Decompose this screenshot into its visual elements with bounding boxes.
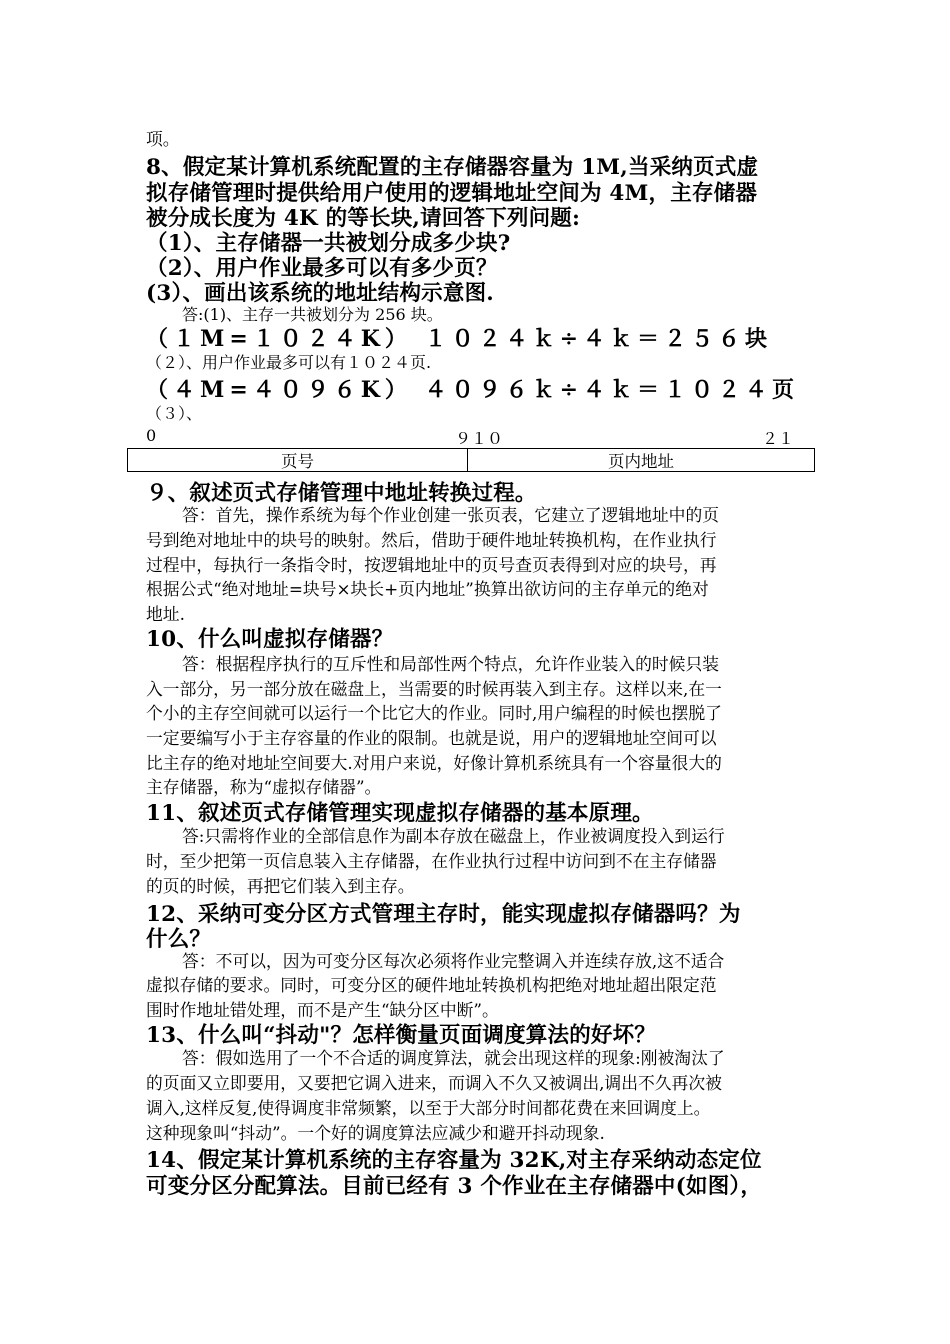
answer-13-line-4: 这种现象叫“抖动”。一个好的调度算法应减少和避开抖动现象. — [146, 1123, 605, 1143]
question-8-sub-2: （2）、用户作业最多可以有多少页？ — [146, 256, 498, 281]
page-offset-field: 页内地址 — [608, 452, 674, 471]
answer-9-line-3: 过程中，每执行一条指令时，按逻辑地址中的页号查页表得到对应的块号，再 — [146, 555, 717, 575]
calculation-blocks: （１M=１０２４K） １０２４ｋ÷４ｋ＝２５６块 — [146, 326, 773, 352]
question-14-line-2: 可变分区分配算法。目前已经有 3 个作业在主存储器中(如图）， — [146, 1174, 763, 1199]
question-14-line-1: 14、假定某计算机系统的主存容量为 32K,对主存采纳动态定位 — [146, 1148, 762, 1173]
answer-8-line-1: 答:(1)、主存一共被划分为 256 块。 — [182, 305, 443, 324]
answer-13-line-3: 调入,这样反复,使得调度非常频繁，以至于大部分时间都花费在来回调度上。 — [146, 1098, 711, 1118]
answer-12-line-3: 围时作地址错处理，而不是产生“缺分区中断”。 — [146, 1000, 499, 1020]
answer-10-line-1: 答：根据程序执行的互斥性和局部性两个特点，允许作业装入的时候只装 — [182, 654, 720, 674]
address-structure-diagram — [127, 448, 815, 472]
question-12-line-2: 什么？ — [146, 927, 212, 952]
answer-8-line-3: （３）、 — [146, 404, 203, 423]
answer-9-line-4: 根据公式“绝对地址=块号×块长+页内地址”换算出欲访问的主存单元的绝对 — [146, 579, 709, 599]
question-12-line-1: 12、采纳可变分区方式管理主存时，能实现虚拟存储器吗？为 — [146, 902, 741, 927]
answer-8-line-2: （２）、用户作业最多可以有１０２４页. — [146, 353, 432, 372]
answer-13-line-1: 答：假如选用了一个不合适的调度算法，就会出现这样的现象:刚被淘汰了 — [182, 1048, 725, 1068]
answer-12-line-2: 虚拟存储的要求。同时，可变分区的硬件地址转换机构把绝对地址超出限定范 — [146, 975, 717, 995]
answer-9-line-5: 地址. — [146, 604, 185, 624]
answer-11-line-3: 的页的时候，再把它们装入到主存。 — [146, 876, 415, 896]
answer-11-line-2: 时，至少把第一页信息装入主存储器，在作业执行过程中访问到不在主存储器 — [146, 851, 717, 871]
question-10: 10、什么叫虚拟存储器？ — [146, 627, 394, 652]
answer-10-line-4: 一定要编写小于主存容量的作业的限制。也就是说，用户的逻辑地址空间可以 — [146, 728, 717, 748]
question-8-line-1: 8、假定某计算机系统配置的主存储器容量为 1M,当采纳页式虚 — [146, 155, 759, 180]
answer-10-line-2: 入一部分，另一部分放在磁盘上，当需要的时候再装入到主存。这样以来,在一 — [146, 679, 722, 699]
answer-10-line-3: 个小的主存空间就可以运行一个比它大的作业。同时,用户编程的时候也摆脱了 — [146, 703, 722, 723]
question-8-sub-1: （1）、主存储器一共被划分成多少块? — [146, 231, 511, 256]
question-13: 13、什么叫“抖动"？怎样衡量页面调度算法的好坏？ — [146, 1023, 656, 1048]
answer-10-line-6: 主存储器，称为“虚拟存储器”。 — [146, 777, 382, 797]
answer-13-line-2: 的页面又立即要用，又要把它调入进来，而调入不久又被调出,调出不久再次被 — [146, 1073, 722, 1093]
answer-9-line-1: 答：首先，操作系统为每个作业创建一张页表，它建立了逻辑地址中的页 — [182, 505, 720, 525]
answer-9-line-2: 号到绝对地址中的块号的映射。然后，借助于硬件地址转换机构，在作业执行 — [146, 530, 717, 550]
question-9: ９、叙述页式存储管理中地址转换过程。 — [146, 481, 537, 506]
question-8-sub-3: (3）、画出该系统的地址结构示意图. — [146, 281, 494, 306]
question-11: 11、叙述页式存储管理实现虚拟存储器的基本原理。 — [146, 801, 654, 826]
answer-10-line-5: 比主存的绝对地址空间要大.对用户来说，好像计算机系统具有一个容量很大的 — [146, 753, 722, 773]
page-number-field: 页号 — [128, 449, 468, 471]
bit-label-9-10: ９１０ — [455, 429, 504, 448]
calculation-pages: （４M=４０９６K） ４０９６ｋ÷４ｋ＝１０２４页 — [146, 377, 800, 403]
text-line: 项。 — [146, 129, 180, 149]
answer-11-line-1: 答:只需将作业的全部信息作为副本存放在磁盘上，作业被调度投入到运行 — [182, 826, 725, 846]
question-8-line-2: 拟存储管理时提供给用户使用的逻辑地址空间为 4M，主存储器 — [146, 181, 758, 206]
bit-label-21: ２１ — [762, 429, 795, 448]
question-8-line-3: 被分成长度为 4K 的等长块,请回答下列问题: — [146, 206, 581, 231]
bit-label-0: 0 — [146, 426, 157, 445]
answer-12-line-1: 答：不可以，因为可变分区每次必须将作业完整调入并连续存放,这不适合 — [182, 951, 725, 971]
